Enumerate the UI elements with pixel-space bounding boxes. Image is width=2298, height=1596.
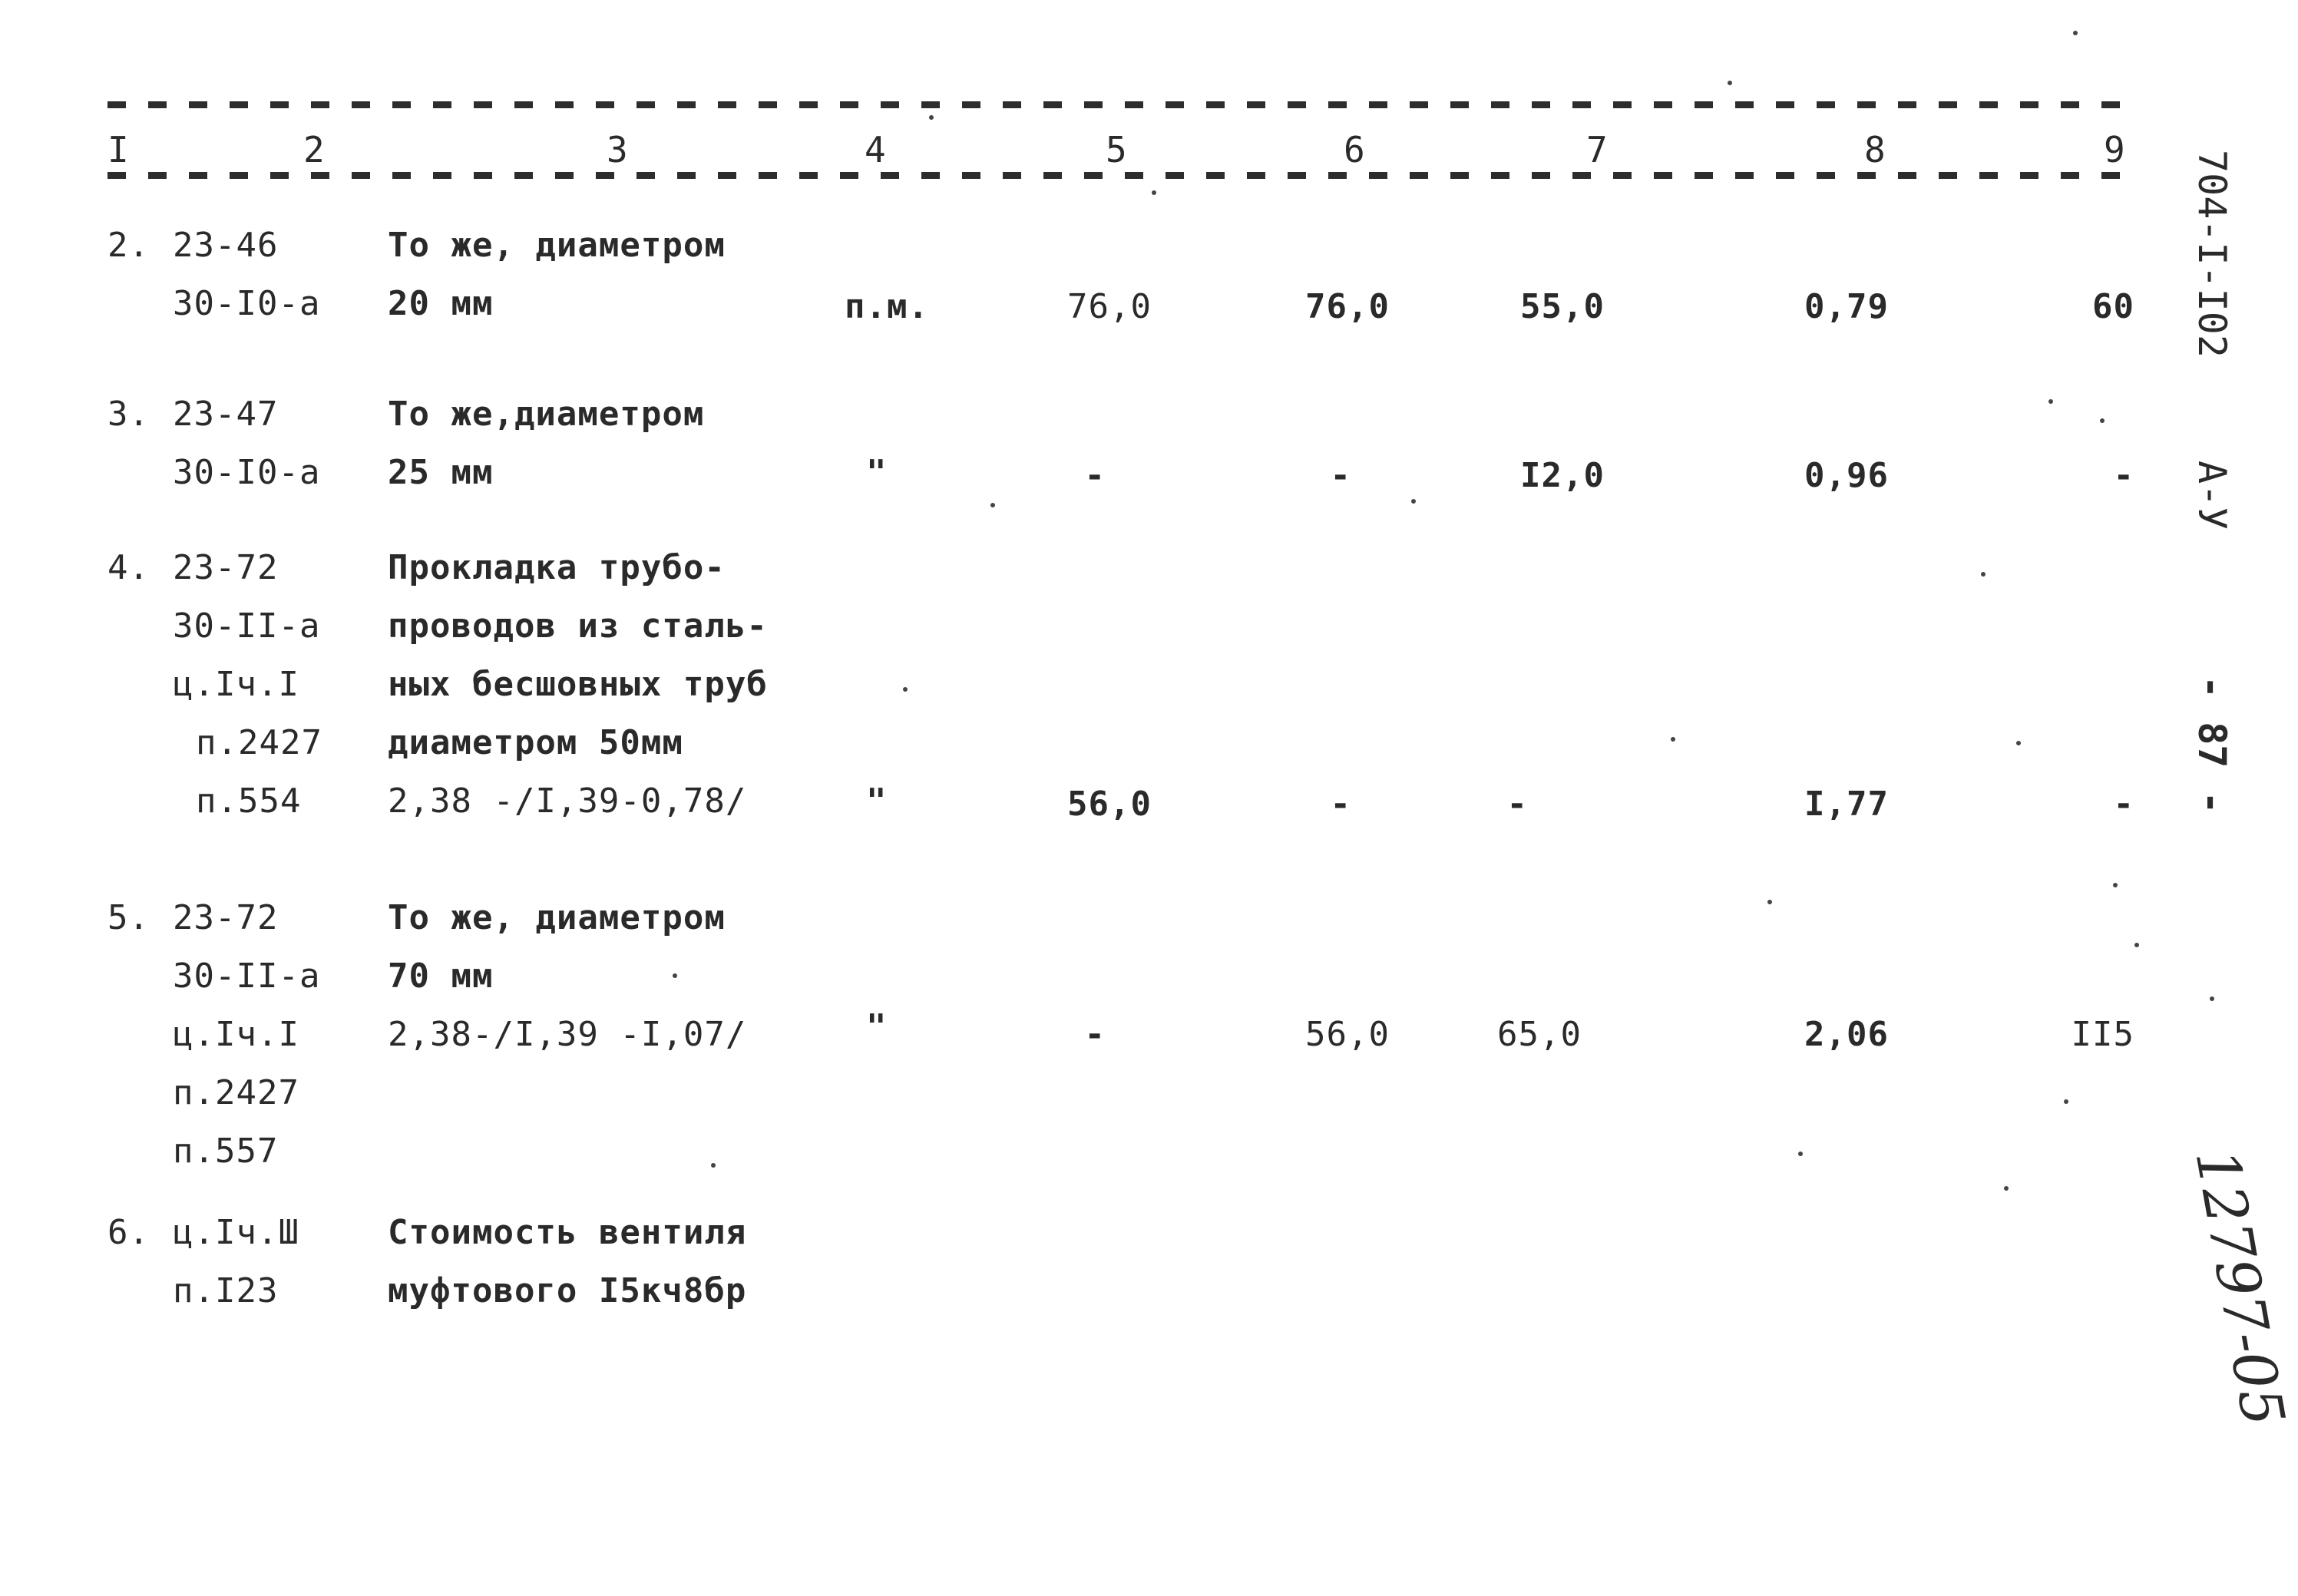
row-col6: 76,0 xyxy=(1305,287,1390,326)
row-col7: I2,0 xyxy=(1520,456,1605,495)
row-col6: 56,0 xyxy=(1305,1015,1390,1054)
row-code: п.554 xyxy=(196,781,302,821)
row-col9: - xyxy=(2113,456,2134,495)
row-col9: 60 xyxy=(2092,287,2134,326)
row-col7: 65,0 xyxy=(1497,1015,1582,1054)
row-col6: - xyxy=(1330,785,1351,824)
column-header-2: 2 xyxy=(303,129,325,170)
row-description: муфтового I5кч8бр xyxy=(388,1271,747,1310)
row-description: То же, диаметром xyxy=(388,226,726,265)
row-unit: " xyxy=(866,453,888,492)
row-unit: п.м. xyxy=(845,287,929,326)
scan-speck xyxy=(1411,499,1416,504)
row-col9: II5 xyxy=(2071,1015,2134,1054)
row-index: 3. xyxy=(107,395,150,434)
row-description: 2,38-/I,39 -I,07/ xyxy=(388,1015,747,1054)
margin-page-number: - 87 - xyxy=(2190,676,2234,815)
scan-speck xyxy=(1671,737,1675,742)
row-unit: " xyxy=(866,1007,888,1046)
row-col8: 0,79 xyxy=(1804,287,1889,326)
row-col9: - xyxy=(2113,785,2134,824)
row-description: диаметром 50мм xyxy=(388,723,683,762)
row-col5: 76,0 xyxy=(1067,287,1152,326)
row-code: п.2427 xyxy=(196,723,322,762)
row-description: 70 мм xyxy=(388,957,494,996)
scan-speck xyxy=(2016,741,2021,745)
margin-doc-code: 704-I-I02 xyxy=(2190,150,2234,358)
row-col5: 56,0 xyxy=(1067,785,1152,824)
row-col6: - xyxy=(1330,456,1351,495)
row-code: 30-I0-a xyxy=(173,453,321,492)
row-index: 2. xyxy=(107,226,150,265)
row-description: 20 мм xyxy=(388,284,494,323)
row-col5: - xyxy=(1084,1015,1106,1054)
row-col8: 0,96 xyxy=(1804,456,1889,495)
row-description: 2,38 -/I,39-0,78/ xyxy=(388,781,747,821)
column-header-1: I xyxy=(107,129,129,170)
row-index: 6. xyxy=(107,1213,150,1252)
scan-speck xyxy=(2073,31,2078,35)
scan-speck xyxy=(1767,900,1772,904)
row-code: 23-46 xyxy=(173,226,279,265)
row-description: проводов из сталь- xyxy=(388,606,768,646)
row-col8: 2,06 xyxy=(1804,1015,1889,1054)
column-header-8: 8 xyxy=(1864,129,1886,170)
scan-speck xyxy=(2100,418,2105,423)
row-col5: - xyxy=(1084,456,1106,495)
scan-speck xyxy=(2134,943,2139,947)
row-col8: I,77 xyxy=(1804,785,1889,824)
row-description: 25 мм xyxy=(388,453,494,492)
scan-speck xyxy=(2064,1099,2068,1104)
row-description: Прокладка трубо- xyxy=(388,548,726,587)
scan-speck xyxy=(1152,190,1156,195)
row-code: п.I23 xyxy=(173,1271,279,1310)
column-header-6: 6 xyxy=(1344,129,1365,170)
row-col7: 55,0 xyxy=(1520,287,1605,326)
row-unit: " xyxy=(866,781,888,821)
scan-speck xyxy=(2004,1186,2009,1191)
row-code: п.557 xyxy=(173,1132,279,1171)
margin-section: А-У xyxy=(2190,461,2234,530)
row-code: 30-II-a xyxy=(173,606,321,646)
column-header-7: 7 xyxy=(1586,129,1608,170)
row-code: ц.Iч.I xyxy=(173,1015,299,1054)
row-index: 5. xyxy=(107,898,150,937)
margin-handwritten-number: 12797-05 xyxy=(2182,1144,2298,1432)
row-code: ц.Iч.Ш xyxy=(173,1213,299,1252)
column-header-3: 3 xyxy=(607,129,628,170)
row-col7: - xyxy=(1506,785,1528,824)
column-header-5: 5 xyxy=(1106,129,1127,170)
scan-speck xyxy=(2210,996,2214,1001)
scan-speck xyxy=(2048,399,2053,404)
row-code: п.2427 xyxy=(173,1073,299,1112)
row-description: То же, диаметром xyxy=(388,898,726,937)
row-code: 23-72 xyxy=(173,548,279,587)
scan-speck xyxy=(990,503,995,507)
row-code: 23-47 xyxy=(173,395,279,434)
scan-speck xyxy=(711,1163,716,1168)
row-description: Стоимость вентиля xyxy=(388,1213,747,1252)
scan-speck xyxy=(903,687,908,692)
scan-speck xyxy=(673,973,677,978)
row-code: ц.Iч.I xyxy=(173,665,299,704)
column-header-4: 4 xyxy=(865,129,886,170)
scan-speck xyxy=(929,115,934,120)
row-code: 30-II-a xyxy=(173,957,321,996)
row-code: 23-72 xyxy=(173,898,279,937)
row-code: 30-I0-a xyxy=(173,284,321,323)
row-description: ных бесшовных труб xyxy=(388,665,768,704)
row-description: То же,диаметром xyxy=(388,395,705,434)
column-header-9: 9 xyxy=(2104,129,2125,170)
row-index: 4. xyxy=(107,548,150,587)
scan-speck xyxy=(1981,572,1986,577)
header-dashed-rule xyxy=(107,172,2134,179)
scan-speck xyxy=(2113,883,2118,887)
scan-speck xyxy=(1798,1152,1803,1156)
scan-speck xyxy=(1728,81,1732,85)
top-dashed-rule xyxy=(107,101,2134,108)
